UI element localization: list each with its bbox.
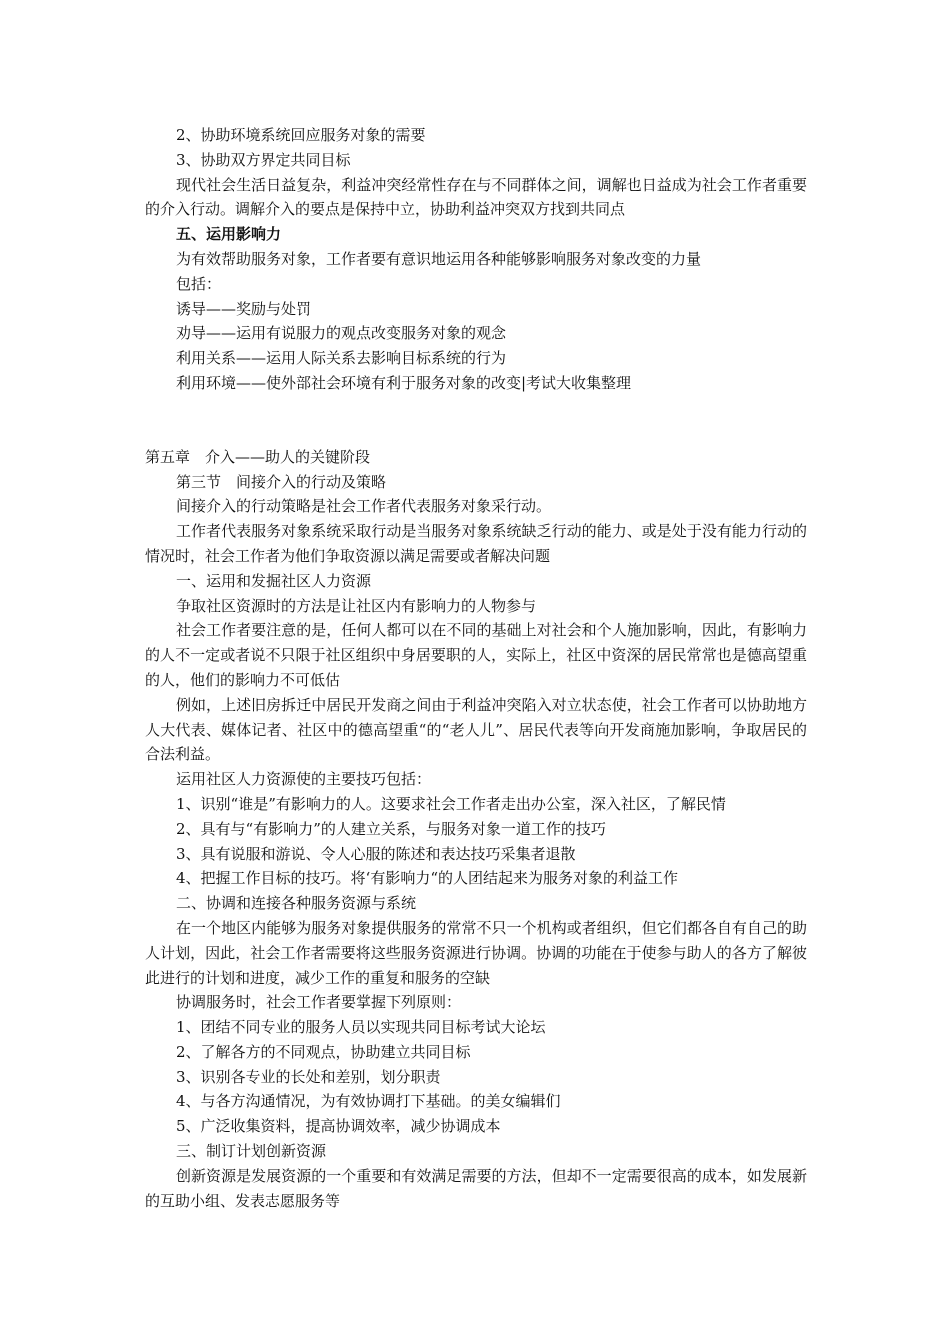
paragraph: 例如，上述旧房拆迁中居民开发商之间由于利益冲突陷入对立状态使，社会工作者可以协助地方人大代表、媒体记者、社区中的德高望重“的“老人儿”、居民代表等向开发商施加影响，争取居民的合法利益。 [145,695,807,764]
section-indirect-intervention [145,445,807,1214]
paragraph: 3、具有说服和游说、令人心服的陈述和表达技巧采集者退散 [176,844,576,863]
paragraph: 一、运用和发掘社区人力资源 [176,571,372,590]
section-influence [145,123,807,396]
paragraph: 劝导——运用有说服力的观点改变服务对象的观念 [176,324,507,343]
paragraph: 2、了解各方的不同观点，协助建立共同目标 [176,1042,471,1061]
paragraph: 5、广泛收集资料，提高协调效率，减少协调成本 [176,1117,501,1136]
paragraph: 为有效帮助服务对象，工作者要有意识地运用各种能够影响服务对象改变的力量 [176,249,702,268]
paragraph: 1、团结不同专业的服务人员以实现共同目标考试大论坛 [176,1018,546,1037]
paragraph: 创新资源是发展资源的一个重要和有效满足需要的方法，但却不一定需要很高的成本，如发展新的互助小组、发表志愿服务等 [145,1166,807,1210]
section-gap [145,396,807,445]
paragraph: 工作者代表服务对象系统采取行动是当服务对象系统缺乏行动的能力、或是处于没有能力行动的情况时，社会工作者为他们争取资源以满足需要或者解决问题 [145,522,807,565]
paragraph: 第三节 间接介入的行动及策略 [176,472,387,491]
paragraph: 二、协调和连接各种服务资源与系统 [176,894,417,913]
paragraph: 利用环境——使外部社会环境有利于服务对象的改变|考试大收集整理 [176,373,632,392]
paragraph: 4、把握工作目标的技巧。将‘有影响力“的人团结起来为服务对象的利益工作 [176,869,678,888]
paragraph: 4、与各方沟通情况，为有效协调打下基础。的美女编辑们 [176,1092,561,1111]
paragraph: 运用社区人力资源使的主要技巧包括： [176,770,432,789]
document-body [145,123,807,1213]
paragraph: 诱导——奖励与处罚 [176,299,312,318]
paragraph: 三、制订计划创新资源 [176,1142,327,1161]
paragraph: 在一个地区内能够为服务对象提供服务的常常不只一个机构或者组织，但它们都各自有自己的助人计划，因此，社会工作者需要将这些服务资源进行协调。协调的功能在于使参与助人的各方了解彼此进行的计划和进度，减少工作的重复和服务的空缺 [145,918,807,987]
paragraph: 2、协助环境系统回应服务对象的需要 [176,126,426,144]
paragraph: 现代社会生活日益复杂，利益冲突经常性存在与不同群体之间，调解也日益成为社会工作者重要的介入行动。调解介入的要点是保持中立，协助利益冲突双方找到共同点 [145,175,807,219]
chapter-heading: 第五章 介入——助人的关键阶段 [145,447,371,466]
section-heading: 五、运用影响力 [176,225,282,244]
paragraph: 社会工作者要注意的是，任何人都可以在不同的基础上对社会和个人施加影响，因此，有影响力的人不一定或者说不只限于社区组织中身居要职的人，实际上，社区中资深的居民常常也是德高望重的人，他们的影响力不可低估 [145,621,807,689]
paragraph: 争取社区资源时的方法是让社区内有影响力的人物参与 [176,596,537,615]
paragraph: 利用关系——运用人际关系去影响目标系统的行为 [176,349,507,368]
paragraph: 包括： [176,274,222,293]
paragraph: 1、识别“谁是”有影响力的人。这要求社会工作者走出办公室，深入社区，了解民情 [176,794,726,813]
paragraph: 间接介入的行动策略是社会工作者代表服务对象采行动。 [176,497,552,516]
paragraph: 3、协助双方界定共同目标 [176,150,351,169]
paragraph: 协调服务时，社会工作者要掌握下列原则： [176,993,462,1012]
paragraph: 2、具有与“有影响力”的人建立关系，与服务对象一道工作的技巧 [176,819,606,838]
paragraph: 3、识别各专业的长处和差别，划分职责 [176,1067,441,1086]
